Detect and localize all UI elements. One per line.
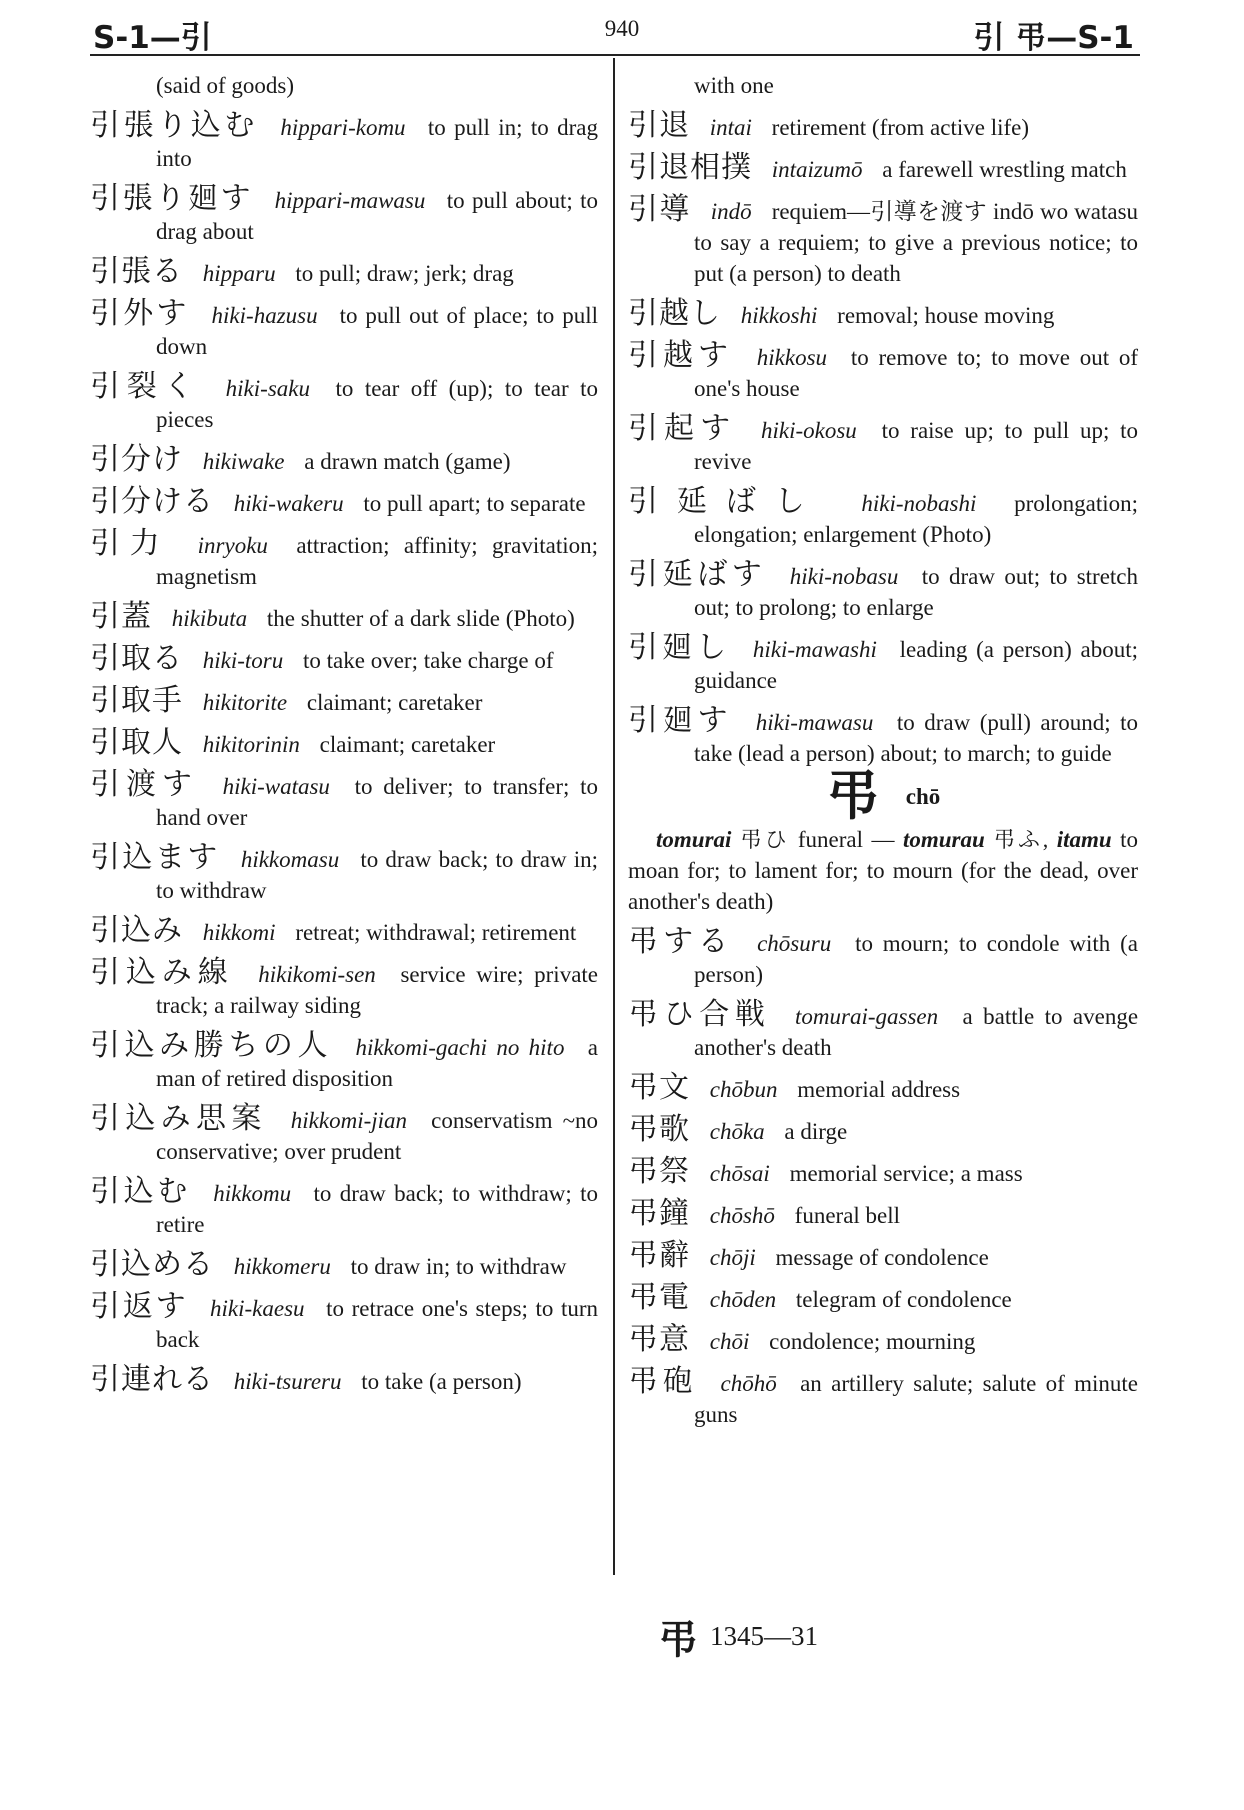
- entry-headword: 引張り込む: [90, 109, 258, 142]
- dictionary-entry: [90, 1249, 598, 1282]
- entry-headword: 引退相撲: [628, 151, 752, 184]
- entry-reading: hikkomi-jian: [290, 1108, 408, 1133]
- entry-definition: to take (a person): [361, 1369, 522, 1394]
- section-intro: [628, 824, 1138, 917]
- entry-reading: hipparu: [202, 261, 276, 286]
- entry-definition: memorial address: [797, 1077, 961, 1103]
- entry-headword: 弔砲: [628, 1365, 698, 1399]
- entry-definition: prolongation; elongation; enlargement (Photo): [694, 491, 1139, 547]
- entry-headword: 引込み勝ちの人: [90, 1029, 333, 1062]
- entry-headword: 引込ます: [90, 841, 220, 874]
- intro-word-2: tomurau: [902, 827, 985, 853]
- dictionary-entry: [628, 632, 1138, 696]
- entry-headword: 引裂く: [90, 370, 201, 403]
- entry-definition: a man of retired disposition: [156, 1035, 599, 1091]
- dictionary-entry: [90, 727, 598, 760]
- entry-reading: hiki-nobasu: [789, 564, 899, 589]
- entry-reading: chōsai: [709, 1161, 770, 1187]
- entry-headword: 引廻す: [628, 704, 733, 737]
- entry-headword: 弔祭: [628, 1155, 690, 1189]
- entry-headword: 引力: [90, 527, 170, 560]
- entry-reading: hiki-wakeru: [233, 491, 344, 516]
- entry-reading: hikitorinin: [202, 732, 300, 757]
- entry-definition: removal; house moving: [837, 303, 1055, 328]
- dictionary-entry: [628, 486, 1138, 550]
- entry-headword: 弔歌: [628, 1113, 690, 1147]
- entry-reading: chōbun: [709, 1077, 778, 1103]
- entry-definition: to draw back; to withdraw; to retire: [156, 1181, 599, 1237]
- page-header: [0, 0, 1244, 62]
- entry-reading: hippari-komu: [280, 115, 406, 140]
- dictionary-entry: [628, 70, 1138, 101]
- entry-definition: to remove to; to move out of one's house: [694, 345, 1139, 401]
- intro-kanji-2: 弔ふ,: [993, 827, 1049, 853]
- entry-definition: to draw back; to draw in; to withdraw: [156, 847, 599, 903]
- entry-definition: funeral bell: [794, 1203, 901, 1229]
- entry-headword: 引取手: [90, 684, 183, 717]
- entry-headword: 弔文: [628, 1071, 690, 1105]
- dictionary-entry: [628, 340, 1138, 404]
- entry-definition: memorial service; a mass: [789, 1161, 1023, 1187]
- entry-reading: hiki-hazusu: [211, 303, 318, 328]
- entry-reading: hikkomi: [202, 920, 276, 945]
- dictionary-entry: [90, 769, 598, 833]
- entry-reading: chōsuru: [757, 931, 832, 957]
- dictionary-entry: [628, 413, 1138, 477]
- entry-definition: to pull out of place; to pull down: [156, 303, 599, 359]
- entry-definition: to tear off (up); to tear to pieces: [156, 376, 599, 432]
- entry-reading: chōshō: [709, 1203, 775, 1229]
- footer-kanji: 弔: [658, 1617, 698, 1662]
- entry-reading: intai: [709, 115, 752, 140]
- page-footer: [658, 1608, 818, 1665]
- entry-definition: message of condolence: [775, 1245, 989, 1271]
- entry-reading: chōi: [709, 1329, 750, 1355]
- entry-reading: hikikomi-sen: [258, 962, 376, 987]
- entry-reading: hiki-mawasu: [755, 710, 874, 735]
- dictionary-entry: [90, 371, 598, 435]
- section-kanji: 弔: [825, 766, 880, 827]
- entry-definition: to take over; take charge of: [303, 648, 554, 673]
- entry-reading: hikkomasu: [240, 847, 340, 872]
- intro-word-1: tomurai: [656, 827, 732, 853]
- dictionary-entry: [90, 1176, 598, 1240]
- entry-definition: condolence; mourning: [769, 1329, 976, 1355]
- entry-reading: hiki-okosu: [760, 418, 857, 443]
- entry-headword: 引返す: [90, 1290, 189, 1323]
- entry-definition: service wire; private track; a railway siding: [156, 962, 599, 1018]
- dictionary-entry: [628, 1240, 1138, 1273]
- entry-headword: 引張る: [90, 255, 183, 288]
- entry-headword: 引取人: [90, 726, 183, 759]
- entry-definition: to pull about; to drag about: [156, 188, 598, 244]
- entry-definition: a battle to avenge another's death: [694, 1004, 1139, 1061]
- entry-headword: 引導: [628, 193, 691, 226]
- entry-headword: 弔意: [628, 1323, 690, 1357]
- section-heading: [628, 766, 1138, 827]
- entry-headword: 弔電: [628, 1281, 690, 1315]
- entry-headword: 引越す: [628, 339, 734, 372]
- entry-definition: to deliver; to transfer; to hand over: [156, 774, 599, 830]
- entry-reading: chōka: [709, 1119, 765, 1145]
- entry-headword: 引分ける: [90, 485, 214, 518]
- entry-headword: 引張り廻す: [90, 182, 254, 215]
- entry-reading: intaizumō: [771, 157, 863, 182]
- dictionary-entry: [90, 685, 598, 718]
- entry-headword: 引起す: [628, 412, 737, 445]
- dictionary-entry: [90, 256, 598, 289]
- entry-definition: retreat; withdrawal; retirement: [295, 920, 577, 945]
- dictionary-entry: [90, 444, 598, 477]
- entry-headword: 引連れる: [90, 1363, 214, 1396]
- entry-definition: to pull in; to drag into: [156, 115, 599, 171]
- dictionary-entry: [628, 194, 1138, 289]
- entry-definition: to mourn; to condole with (a person): [694, 931, 1139, 988]
- entry-reading: hikkomu: [213, 1181, 292, 1206]
- dictionary-entry: [90, 528, 598, 592]
- entry-definition: a farewell wrestling match: [882, 157, 1127, 182]
- entry-definition: claimant; caretaker: [306, 690, 483, 715]
- entry-headword: 引込み: [90, 914, 183, 947]
- entry-headword: 引外す: [90, 297, 190, 330]
- dictionary-entry: [628, 1324, 1138, 1357]
- entry-reading: hiki-nobashi: [861, 491, 977, 516]
- entry-reading: hiki-toru: [202, 648, 284, 673]
- dictionary-entry: [90, 601, 598, 634]
- dictionary-entry: [90, 1030, 598, 1094]
- dictionary-entry: [90, 1103, 598, 1167]
- entry-reading: chōhō: [720, 1371, 777, 1397]
- dictionary-entry: [628, 1114, 1138, 1147]
- intro-text-1: funeral —: [797, 827, 895, 853]
- entry-continuation: (said of goods): [156, 73, 294, 98]
- entry-definition: to retrace one's steps; to turn back: [156, 1296, 599, 1352]
- entry-headword: 引取る: [90, 642, 183, 675]
- entry-definition: an artillery salute; salute of minute guns: [694, 1371, 1139, 1428]
- entry-reading: hikiwake: [202, 449, 285, 474]
- entry-reading: hiki-mawashi: [752, 637, 877, 662]
- entry-reading: hippari-mawasu: [274, 188, 426, 213]
- header-right-guide: 引 弔—S-1: [973, 20, 1134, 56]
- section-reading: chō: [905, 784, 941, 810]
- entry-reading: inryoku: [197, 533, 268, 558]
- entry-reading: hikibuta: [171, 606, 248, 631]
- entry-headword: 引退: [628, 109, 690, 142]
- dictionary-entry: [90, 957, 598, 1021]
- column-divider: [613, 58, 615, 1575]
- dictionary-entry: [628, 152, 1138, 185]
- dictionary-entry: [90, 298, 598, 362]
- entry-reading: tomurai-gassen: [795, 1004, 939, 1030]
- entry-continuation: with one: [694, 73, 774, 98]
- dictionary-entry: [628, 110, 1138, 143]
- entry-headword: 引込める: [90, 1248, 214, 1281]
- dictionary-entry: [90, 842, 598, 906]
- left-column: [90, 70, 598, 1406]
- entry-reading: hikkomeru: [233, 1254, 331, 1279]
- entry-headword: 弔鐘: [628, 1197, 690, 1231]
- entry-headword: 引込む: [90, 1175, 191, 1208]
- entry-definition: to pull apart; to separate: [363, 491, 586, 516]
- dictionary-entry: [90, 486, 598, 519]
- dictionary-entry: [628, 559, 1138, 623]
- footer-number: 1345—31: [710, 1621, 818, 1651]
- entry-headword: 引込み思案: [90, 1102, 267, 1135]
- dictionary-entry: [90, 1364, 598, 1397]
- entry-headword: 弔する: [628, 925, 734, 959]
- dictionary-entry: [628, 1198, 1138, 1231]
- entry-reading: indō: [710, 199, 752, 224]
- entry-reading: chōden: [709, 1287, 777, 1313]
- dictionary-entry: [90, 70, 598, 101]
- header-rule: [90, 54, 1140, 56]
- entry-definition: telegram of condolence: [795, 1287, 1012, 1313]
- entry-definition: conservatism ~no conservative; over prudent: [156, 1108, 599, 1164]
- entry-reading: hiki-saku: [225, 376, 310, 401]
- dictionary-entry: [90, 110, 598, 174]
- intro-word-3: itamu: [1056, 827, 1112, 853]
- right-entries-bottom: [628, 926, 1138, 1430]
- entry-headword: 引込み線: [90, 956, 234, 989]
- entry-headword: 引渡す: [90, 768, 198, 801]
- entry-reading: hikkoshi: [740, 303, 818, 328]
- dictionary-entry: [628, 1156, 1138, 1189]
- dictionary-entry: [90, 643, 598, 676]
- header-left-guide: S-1—引: [93, 20, 212, 56]
- entry-definition: attraction; affinity; gravitation; magnetism: [156, 533, 599, 589]
- page-number: 940: [604, 16, 640, 41]
- entry-headword: 引廻し: [628, 631, 731, 664]
- entry-reading: hikitorite: [202, 690, 288, 715]
- dictionary-entry: [90, 915, 598, 948]
- dictionary-entry: [628, 1282, 1138, 1315]
- entry-definition: to pull; draw; jerk; drag: [295, 261, 514, 286]
- right-entries-top: [628, 70, 1138, 769]
- entry-definition: claimant; caretaker: [319, 732, 496, 757]
- intro-text-2: to moan for; to lament for; to mourn (for the dead, over another's death): [628, 827, 1139, 915]
- entry-definition: to draw out; to stretch out; to prolong; to enlarge: [694, 564, 1139, 620]
- entry-reading: hiki-watasu: [222, 774, 330, 799]
- dictionary-entry: [90, 183, 598, 247]
- entry-headword: 引蓋: [90, 600, 152, 633]
- entry-headword: 引越し: [628, 297, 721, 330]
- entry-headword: 引延ばし: [628, 485, 824, 518]
- entry-reading: hikkosu: [756, 345, 828, 370]
- dictionary-entry: [628, 926, 1138, 990]
- intro-kanji-1: 弔ひ: [739, 827, 790, 853]
- dictionary-entry: [628, 999, 1138, 1063]
- entry-definition: to draw (pull) around; to take (lead a person) about; to march; to guide: [694, 710, 1139, 766]
- dictionary-entry: [628, 705, 1138, 769]
- dictionary-entry: [628, 1366, 1138, 1430]
- entry-definition: retirement (from active life): [771, 115, 1030, 140]
- right-column: [628, 70, 1138, 1439]
- entry-definition: a drawn match (game): [304, 449, 511, 474]
- dictionary-entry: [90, 1291, 598, 1355]
- dictionary-entry: [628, 1072, 1138, 1105]
- entry-headword: 引分け: [90, 443, 183, 476]
- entry-reading: hiki-tsureru: [233, 1369, 342, 1394]
- entry-headword: 弔辭: [628, 1239, 690, 1273]
- entry-reading: hikkomi-gachi no hito: [355, 1035, 565, 1060]
- entry-headword: 引延ばす: [628, 558, 767, 591]
- entry-reading: chōji: [709, 1245, 756, 1271]
- entry-definition: the shutter of a dark slide (Photo): [266, 606, 575, 631]
- entry-definition: requiem—引導を渡す indō wo watasu to say a requiem; to give a previous notice; to put (a person) to death: [694, 199, 1139, 286]
- entry-definition: leading (a person) about; guidance: [694, 637, 1139, 693]
- entry-definition: to draw in; to withdraw: [350, 1254, 567, 1279]
- entry-headword: 弔ひ合戦: [628, 998, 771, 1032]
- entry-reading: hiki-kaesu: [210, 1296, 305, 1321]
- entry-definition: to raise up; to pull up; to revive: [694, 418, 1139, 474]
- dictionary-entry: [628, 298, 1138, 331]
- entry-definition: a dirge: [784, 1119, 848, 1145]
